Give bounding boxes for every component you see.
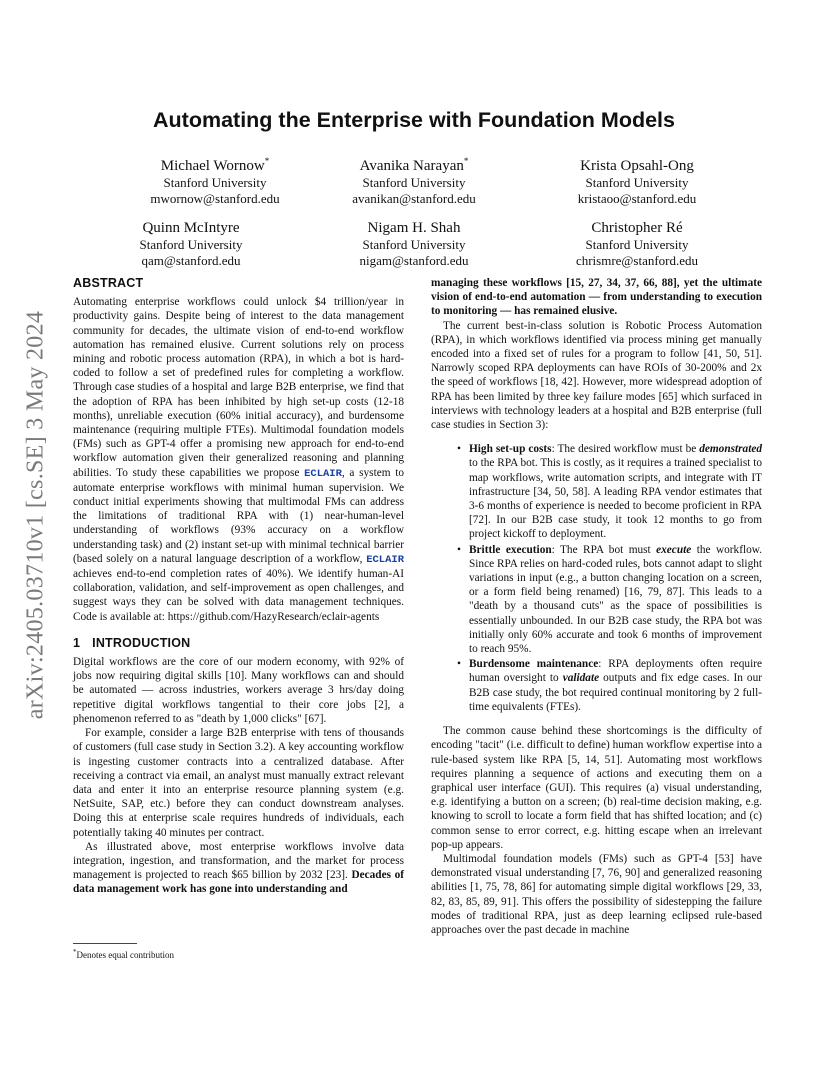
footnote: *Denotes equal contribution [73, 948, 174, 960]
author-block [81, 214, 301, 269]
author-email: nigam@stanford.edu [359, 253, 469, 268]
author-email: qam@stanford.edu [141, 253, 241, 268]
right-column [431, 276, 762, 937]
abstract-paragraph: Automating enterprise workflows could unlock $4 trillion/year in productivity gains. Despite being of interest to the data management community for decades, the ultimate vision of end-to-end workflow automation has remained elusive. Current solutions rely on process mining and robotic process automation (RPA), in which a bot is hard-coded to follow a set of predefined rules for completing a workflow. Through case studies of a hospital and large B2B enterprise, we find that the adoption of RPA has been inhibited by high set-up costs (12-18 months), unreliable execution (60% initial accuracy), and burdensome maintenance (requiring multiple FTEs). Multimodal foundation models (FMs) such as GPT-4 offer a promising new approach for end-to-end workflow automation given their generalized reasoning and planning abilities. To study these capabilities we propose ECLAIR, a system to automate enterprise workflows with minimal human supervision. We conduct initial experiments showing that multimodal FMs can address the limitations of traditional RPA with (1) near-human-level understanding of workflows (93% accuracy on a workflow understanding task) and (2) instant set-up with minimal technical barrier (based solely on a natural language description of a workflow, ECLAIR achieves end-to-end completion rates of 40%). We identify human-AI collaboration, validation, and self-improvement as open challenges, and suggest ways they can be solved with data management techniques. Code is available at: https://github.com/HazyResearch/eclair-agents [73, 296, 404, 623]
abstract-heading: ABSTRACT [73, 276, 144, 290]
failure-modes-list [431, 442, 762, 714]
intro-paragraph: Multimodal foundation models (FMs) such as GPT-4 [53] have demonstrated visual understanding [7, 76, 90] and generalized reasoning abilities [1, 75, 78, 86] for automating simple digital workflows [29, 33, 82, 83, 85, 89, 91]. This offers the possibility of sidestepping the failure modes of traditional RPA, just as deep learning eclipsed rule-based approaches over the past decade in machine [431, 852, 762, 936]
author-name: Quinn McIntyre [142, 220, 240, 236]
author-email: avanikan@stanford.edu [352, 191, 476, 206]
author-block [105, 152, 325, 207]
arxiv-identifier-text: arXiv:2405.03710v1 [cs.SE] 3 May 2024 [22, 310, 49, 720]
author-name: Michael Wornow* [160, 156, 270, 174]
author-block [527, 152, 747, 207]
author-name: Nigam H. Shah [367, 220, 461, 236]
list-item: • Burdensome maintenance: RPA deployments often require human oversight to validate outputs and fix edge cases. In our B2B case study, the bot required continual monitoring by 2 full-time equivalents (FTEs). [469, 657, 762, 714]
author-affiliation: Stanford University [585, 175, 689, 190]
intro-paragraph: Digital workflows are the core of our modern economy, with 92% of jobs now requiring digital skills [10]. Many workflows can and should be automated — across industries, workers average 3 hrs/day doing repetitive digital workflows tangential to their core jobs [2], a phenomenon referred to as "death by 1,000 clicks" [67]. [73, 656, 404, 725]
author-affiliation: Stanford University [139, 237, 243, 252]
intro-paragraph-continued: managing these workflows [15, 27, 34, 37, 66, 88], yet the ultimate vision of end-to-end automation — from understanding to execution to monitoring — has remained elusive. [431, 277, 762, 318]
author-email: chrismre@stanford.edu [575, 253, 699, 268]
footnote-divider [73, 943, 137, 944]
intro-paragraph: As illustrated above, most enterprise workflows involve data integration, ingestion, and transformation, and the market for process management is projected to reach $65 billion by 2032 [23]. Decades of data management work has gone into understanding and [73, 840, 405, 896]
author-affiliation: Stanford University [362, 175, 466, 190]
intro-paragraph: The common cause behind these shortcomings is the difficulty of encoding "tacit" (i.e. difficult to define) human workflow expertise into a rule-based system like RPA [5, 14, 51]. Automating most workflows requires planning a sequence of actions and executing them on a graphical user interface (GUI). This requires (a) visual understanding, e.g. identifying a button on a screen; (b) real-time decision making, e.g. knowing to scroll to locate a form field that has shifted location; and (c) common sense to error correct, e.g. hitting escape when an irrelevant pop-up appears. [431, 725, 762, 851]
left-column [73, 276, 404, 897]
intro-paragraph: The current best-in-class solution is Robotic Process Automation (RPA), in which workflows identified via process mining get manually encoded into a fixed set of rules for a program to follow [41, 50, 51]. Narrowly scoped RPA deployments can have ROIs of 30-200% and 2x the speed of workflows [18, 42]. However, more widespread adoption of RPA has been limited by three key failure modes [65] which surfaced in interviews with technology leaders at a hospital and B2B enterprise (full case studies in Section 3): [431, 319, 762, 432]
author-name: Christopher Ré [591, 220, 683, 236]
author-email: kristaoo@stanford.edu [577, 191, 697, 206]
paper-title: Automating the Enterprise with Foundation Models [153, 108, 675, 132]
author-affiliation: Stanford University [585, 237, 689, 252]
list-item: • High set-up costs: The desired workflow must be demonstrated to the RPA bot. This is costly, as it requires a trained specialist to map workflows, write automation scripts, and integrate with IT infrastructure [34, 50, 58]. A leading RPA vendor estimates that 3-6 months of experience is needed to become proficient in RPA [72]. In our B2B case study, it took 12 months to go from project kickoff to deployment. [469, 442, 762, 541]
list-item: • Brittle execution: The RPA bot must execute the workflow. Since RPA relies on hard-coded rules, bots cannot adapt to slight variations in input (e.g., a button changing location on a screen, or a form field being renamed) [16, 79, 87]. This leads to a "death by a thousand cuts" as the space of possibilities is essentially unbounded. In our B2B case study, the RPA bot was initially only 60% accurate and took 6 months of improvement to reach 95%. [469, 543, 762, 657]
author-name: Krista Opsahl-Ong [580, 158, 694, 174]
author-name: Avanika Narayan* [359, 156, 469, 174]
author-affiliation: Stanford University [163, 175, 267, 190]
arxiv-identifier-stamp [12, 290, 60, 740]
introduction-heading: 1 INTRODUCTION [73, 635, 191, 650]
intro-paragraph: For example, consider a large B2B enterprise with tens of thousands of customers (full case study in Section 3.2). A key accounting workflow is ingesting customer contracts into a centralized database. After receiving a contract via email, an analyst must manually extract relevant data and enter it into an enterprise resource planning system (e.g. NetSuite, SAP, etc.) before they can conduct downstream analyses. Doing this at enterprise scale requires hundreds of individuals, each potentially taking 40 minutes per contract. [73, 727, 404, 839]
author-affiliation: Stanford University [362, 237, 466, 252]
system-name: ECLAIR [304, 467, 342, 480]
author-block [304, 214, 524, 269]
author-email: mwornow@stanford.edu [150, 191, 280, 206]
system-name: ECLAIR [366, 553, 404, 566]
author-block [304, 152, 524, 207]
author-block [527, 214, 747, 269]
